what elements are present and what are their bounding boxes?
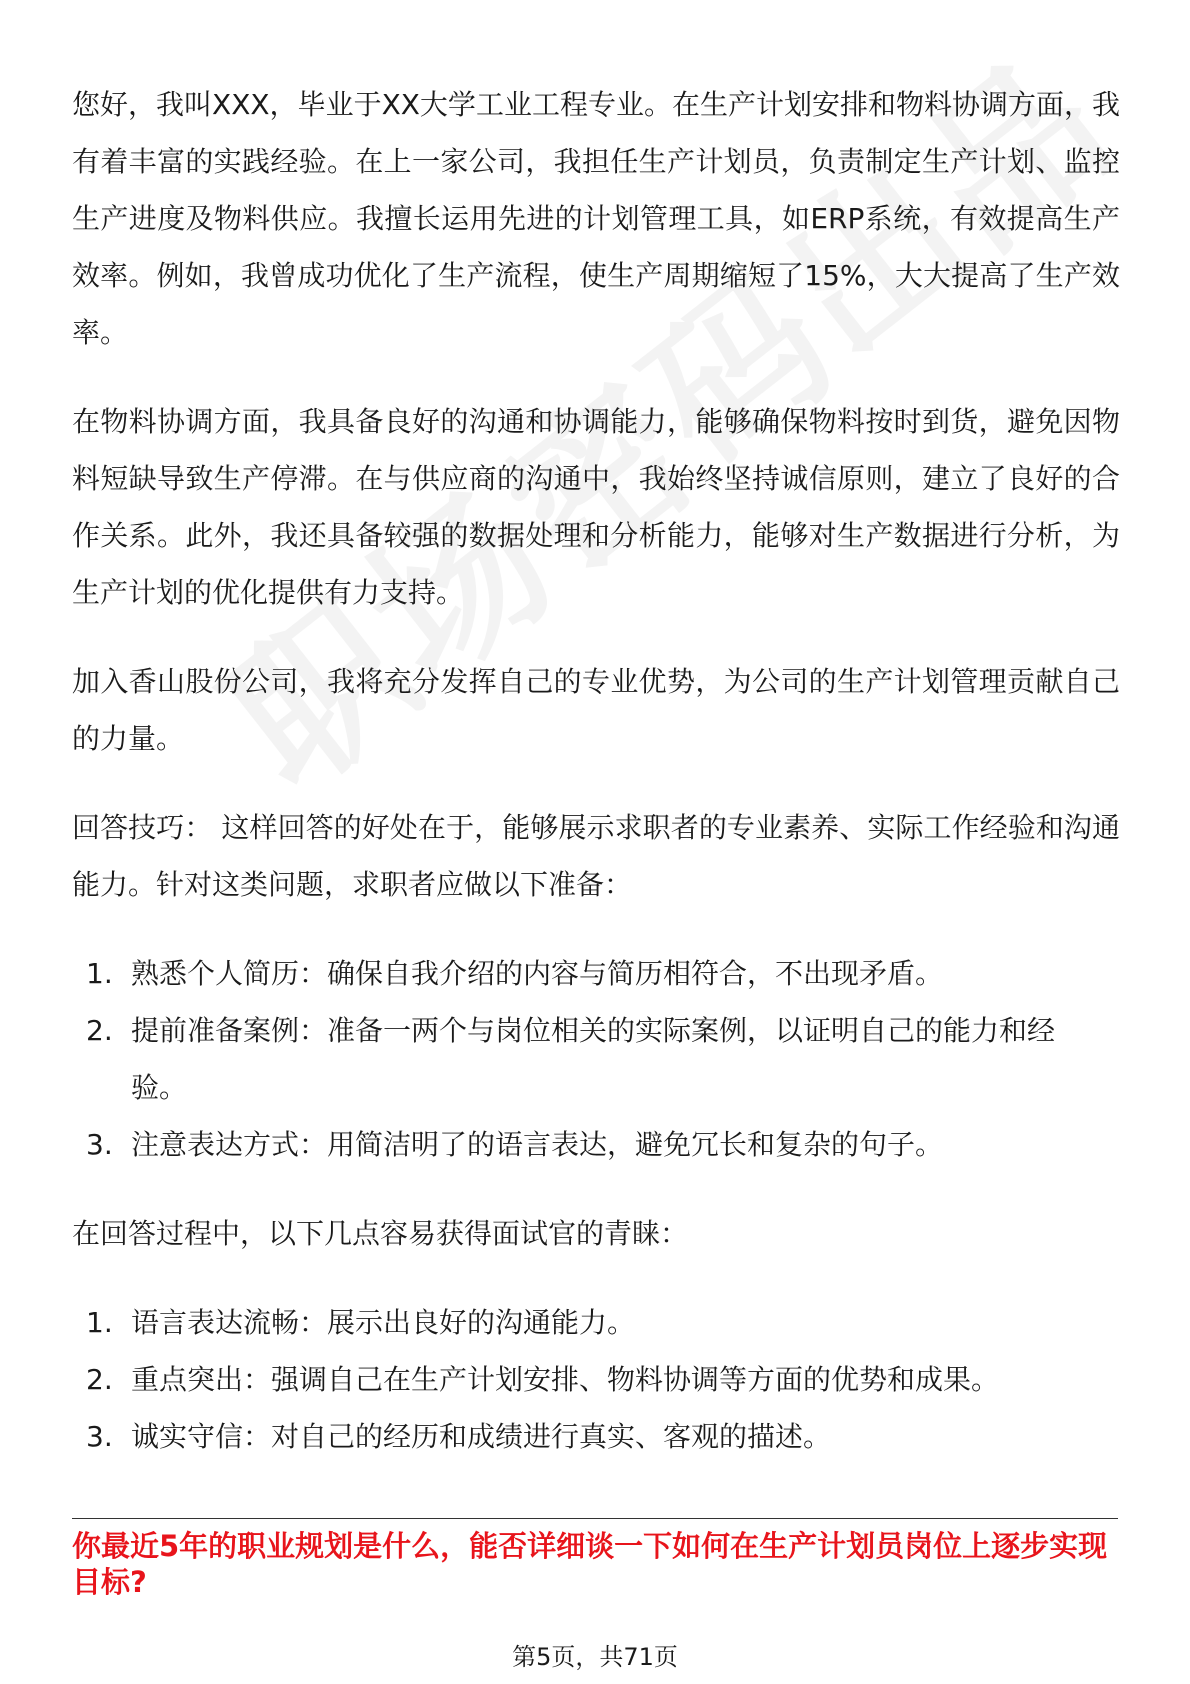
list-number: 1. — [86, 957, 113, 990]
list-number: 3. — [86, 1420, 113, 1453]
favor-intro-paragraph: 在回答过程中，以下几点容易获得面试官的青睐： — [72, 1217, 689, 1250]
answer-tips-paragraph: 回答技巧： 这样回答的好处在于，能够展示求职者的专业素养、实际工作经验和沟通能力。针对这类问题，求职者应做以下准备： — [72, 811, 1120, 901]
list-item — [72, 1408, 1120, 1465]
answer-paragraph-1: 您好，我叫XXX，毕业于XX大学工业工程专业。在生产计划安排和物料协调方面，我有着丰富的实践经验。在上一家公司，我担任生产计划员，负责制定生产计划、监控生产进度及物料供应。我擅长运用先进的计划管理工具，如ERP系统，有效提高生产效率。例如，我曾成功优化了生产流程，使生产周期缩短了15%，大大提高了生产效率。 — [72, 88, 1120, 349]
list-text: 提前准备案例：准备一两个与岗位相关的实际案例，以证明自己的能力和经验。 — [131, 1014, 1056, 1104]
list-item — [72, 945, 1120, 1002]
list-number: 1. — [86, 1306, 113, 1339]
list-number: 2. — [86, 1014, 113, 1047]
list-text: 注意表达方式：用简洁明了的语言表达，避免冗长和复杂的句子。 — [131, 1128, 944, 1161]
list-item — [72, 1116, 1120, 1173]
section-divider — [72, 1518, 1118, 1519]
list-text: 重点突出：强调自己在生产计划安排、物料协调等方面的优势和成果。 — [131, 1363, 1000, 1396]
favor-list — [72, 1294, 1120, 1465]
list-text: 语言表达流畅：展示出良好的沟通能力。 — [131, 1306, 636, 1339]
list-number: 3. — [86, 1128, 113, 1161]
preparation-list — [72, 945, 1120, 1173]
next-question-heading: 你最近5年的职业规划是什么，能否详细谈一下如何在生产计划员岗位上逐步实现目标? — [72, 1529, 1108, 1599]
list-item — [72, 1294, 1120, 1351]
list-text: 诚实守信：对自己的经历和成绩进行真实、客观的描述。 — [131, 1420, 832, 1453]
list-number: 2. — [86, 1363, 113, 1396]
answer-paragraph-3: 加入香山股份公司，我将充分发挥自己的专业优势，为公司的生产计划管理贡献自己的力量。 — [72, 665, 1120, 755]
list-item — [72, 1002, 1120, 1116]
page-number-footer: 第5页，共71页 — [512, 1643, 678, 1671]
list-text: 熟悉个人简历：确保自我介绍的内容与简历相符合，不出现矛盾。 — [131, 957, 944, 990]
page-content — [72, 76, 1120, 1465]
list-item — [72, 1351, 1120, 1408]
answer-paragraph-2: 在物料协调方面，我具备良好的沟通和协调能力，能够确保物料按时到货，避免因物料短缺导致生产停滞。在与供应商的沟通中，我始终坚持诚信原则，建立了良好的合作关系。此外，我还具备较强的数据处理和分析能力，能够对生产数据进行分析，为生产计划的优化提供有力支持。 — [72, 405, 1120, 609]
